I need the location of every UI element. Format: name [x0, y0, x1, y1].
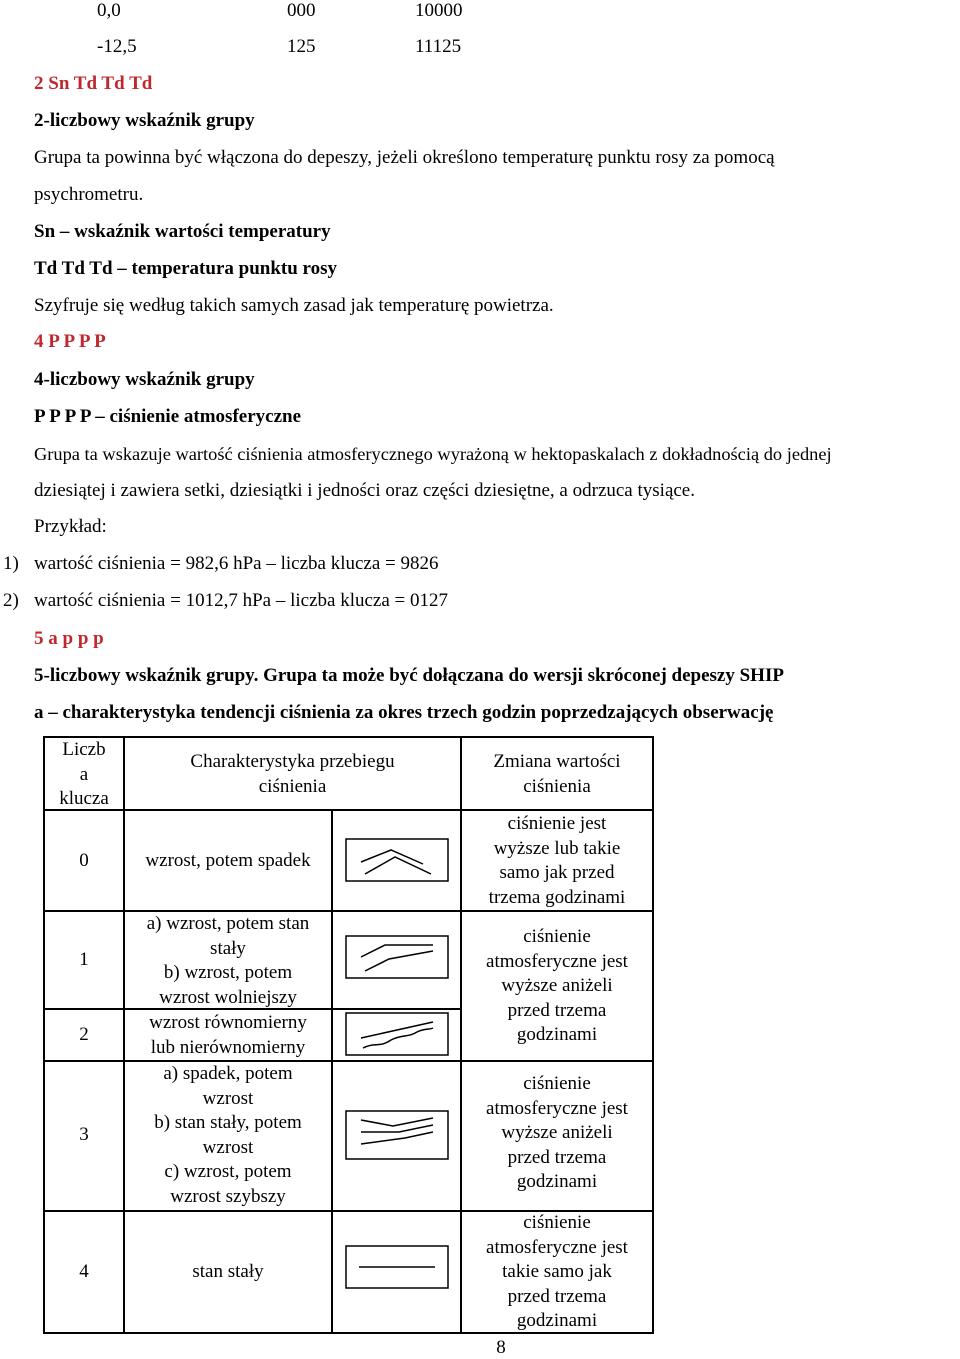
header-key: Liczb a klucza — [59, 739, 109, 809]
fall-rise-glyph-icon — [345, 1110, 449, 1160]
row-2-description: wzrost równomierny lub nierównomierny — [149, 1012, 307, 1058]
change-row-3: ciśnienie atmosferyczne jest wyższe aniżeli przed trzema godzinami — [486, 1073, 628, 1192]
top-row-2-col-a: -12,5 — [97, 36, 137, 57]
section-4-pppp-definition: P P P P – ciśnienie atmosferyczne — [34, 406, 302, 427]
table-border-right — [652, 736, 654, 1334]
section-4-heading: 4 P P P P — [34, 331, 106, 352]
top-row-2-col-b: 125 — [287, 36, 316, 57]
example-2-text: wartość ciśnienia = 1012,7 hPa – liczba klucza = 0127 — [34, 590, 448, 611]
row-4-description: stan stały — [192, 1261, 264, 1282]
top-row-1-col-b: 000 — [287, 0, 316, 21]
table-border-top — [43, 736, 654, 738]
example-label: Przykład: — [34, 516, 107, 537]
section-2-rule: Szyfruje się według takich samych zasad jak temperaturę powietrza. — [34, 295, 554, 316]
example-1-text: wartość ciśnienia = 982,6 hPa – liczba klucza = 9826 — [34, 553, 439, 574]
row-0-description: wzrost, potem spadek — [145, 850, 311, 871]
section-2-indicator: 2-liczbowy wskaźnik grupy — [34, 110, 255, 131]
row-3-key: 3 — [79, 1124, 89, 1145]
row-2-key: 2 — [79, 1024, 89, 1045]
example-1-number: 1) — [3, 553, 19, 574]
top-row-1-col-a: 0,0 — [97, 0, 121, 21]
section-4-indicator: 4-liczbowy wskaźnik grupy — [34, 369, 255, 390]
change-row-0: ciśnienie jest wyższe lub takie samo jak przed trzema godzinami — [488, 813, 626, 908]
row-4-key: 4 — [79, 1261, 89, 1282]
row-0-key: 0 — [79, 850, 89, 871]
section-4-paragraph: Grupa ta wskazuje wartość ciśnienia atmosferycznego wyrażoną w hektopaskalach z dokładnością do jednej — [34, 444, 832, 464]
section-5-heading: 5 a p p p — [34, 628, 104, 649]
page-number: 8 — [496, 1337, 506, 1358]
row-1-description: a) wzrost, potem stan stały b) wzrost, potem wzrost wolniejszy — [146, 913, 310, 1008]
section-2-heading: 2 Sn Td Td Td — [34, 73, 153, 94]
section-5-a-definition: a – charakterystyka tendencji ciśnienia za okres trzech godzin poprzedzających obserwację — [34, 702, 774, 723]
top-row-2-col-c: 11125 — [415, 36, 462, 57]
header-change: Zmiana wartości ciśnienia — [493, 751, 621, 797]
row-1-key: 1 — [79, 949, 89, 970]
header-characteristic: Charakterystyka przebiegu ciśnienia — [190, 751, 395, 797]
example-2-number: 2) — [3, 590, 19, 611]
change-row-4: ciśnienie atmosferyczne jest takie samo jak przed trzema godzinami — [486, 1212, 628, 1331]
rise-fall-glyph-icon — [345, 838, 449, 882]
section-2-paragraph: Grupa ta powinna być włączona do depeszy, jeżeli określono temperaturę punktu rosy za pomocą — [34, 147, 775, 168]
row-3-description: a) spadek, potem wzrost b) stan stały, potem wzrost c) wzrost, potem wzrost szybszy — [154, 1063, 302, 1207]
section-2-paragraph-cont: psychrometru. — [34, 184, 144, 205]
table-divider-glyph — [331, 810, 333, 1334]
section-2-sn-definition: Sn – wskaźnik wartości temperatury — [34, 221, 331, 242]
rise-steady-glyph-icon — [345, 935, 449, 979]
top-row-1-col-c: 10000 — [415, 0, 463, 21]
rise-glyph-icon — [345, 1012, 449, 1056]
table-header-bottom — [43, 809, 654, 811]
section-2-td-definition: Td Td Td – temperatura punktu rosy — [34, 258, 338, 279]
section-4-paragraph-cont: dziesiątej i zawiera setki, dziesiątki i jedności oraz części dziesiętne, a odrzuca tysiące. — [34, 480, 695, 501]
section-5-indicator: 5-liczbowy wskaźnik grupy. Grupa ta może być dołączana do wersji skróconej depeszy SHIP — [34, 665, 784, 686]
change-rows-1-2: ciśnienie atmosferyczne jest wyższe aniżeli przed trzema godzinami — [486, 926, 628, 1045]
steady-glyph-icon — [345, 1245, 449, 1289]
